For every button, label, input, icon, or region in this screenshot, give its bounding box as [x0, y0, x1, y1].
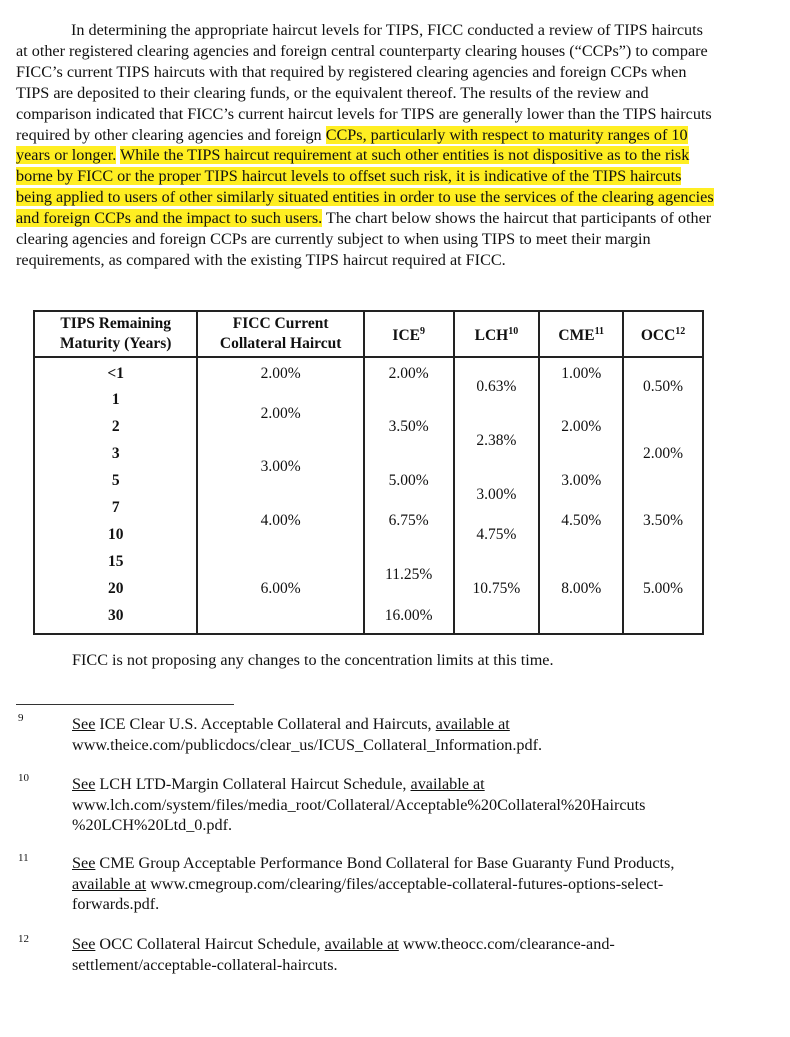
maturity-cell: 15: [107, 553, 124, 570]
body-paragraph: [16, 20, 716, 271]
maturity-cell: 30: [107, 607, 124, 624]
cme-cell: 1.00%: [561, 365, 602, 382]
footnote-number-9: 9: [18, 712, 24, 724]
lch-cell: 3.00%: [476, 486, 517, 503]
footnote-number-11: 11: [18, 852, 29, 864]
maturity-cell: 5: [111, 472, 120, 489]
see-signal: See: [72, 775, 96, 793]
header-occ: OCC$^{12}$: [623, 311, 703, 357]
footnote-ref-11: 11: [594, 325, 605, 337]
occ-column: [623, 357, 703, 634]
footnote-separator: [16, 704, 234, 705]
see-signal: See: [72, 715, 96, 733]
cme-cell: 4.50%: [561, 512, 602, 529]
maturity-column: [34, 357, 197, 634]
available-at-signal: available at: [72, 874, 147, 893]
header-cme: CME$^{11}$: [539, 311, 623, 357]
cme-cell: 3.00%: [561, 472, 602, 489]
maturity-cell: 10: [107, 526, 124, 543]
highlighted-text-2: While the TIPS haircut requirement at such other entities is not dispositive as to the risk borne by FICC or the proper TIPS haircut levels to offset such risk, it is indicative of the TIPS haircuts being applied to users of other similarly situated entities in order to use the services of the clearing agencies and foreign CCPs and the impact to such users.: [16, 146, 714, 228]
paragraph-text-1: In determining the appropriate haircut levels for TIPS, FICC conducted a review of TIPS haircuts at other registered clearing agencies and foreign central counterparty clearing houses (“CCPs”) to compare FICC’s current TIPS haircuts with that required by registered clearing agencies and foreign CCPs when TIPS are deposited to their clearing funds, or the equivalent thereof. The results of the review and comparison indicated that FICC’s current haircut levels for TIPS are generally lower than the TIPS haircuts required by other clearing agencies and foreign: [16, 21, 712, 144]
lch-cell: 10.75%: [472, 580, 521, 597]
header-maturity: TIPS Remaining Maturity (Years): [34, 311, 197, 357]
lch-cell: 0.63%: [476, 378, 517, 395]
occ-cell: 5.00%: [643, 580, 684, 597]
footnote-url: www.theocc.com/clearance-and-settlement/acceptable-collateral-haircuts.: [72, 935, 615, 974]
footnote-ref-9: 9: [419, 325, 425, 337]
footnote-ref-10: 10: [508, 325, 519, 337]
ice-cell: 6.75%: [388, 512, 429, 529]
footnote-12: See OCC Collateral Haircut Schedule, available at www.theocc.com/clearance-and-settlement/acceptable-collateral-haircuts.: [72, 935, 615, 974]
footnote-10: See LCH LTD-Margin Collateral Haircut Schedule, available at www.lch.com/system/files/media_root/Collateral/Acceptable%20Collateral%20Haircuts %20LCH%20Ltd_0.pdf.: [72, 775, 646, 834]
occ-cell: 3.50%: [643, 512, 684, 529]
ice-cell: 3.50%: [388, 418, 429, 435]
ice-cell: 16.00%: [384, 607, 433, 624]
table-header-row: [34, 311, 703, 357]
header-ficc: FICC Current Collateral Haircut: [197, 311, 363, 357]
footnote-number-10: 10: [18, 772, 29, 784]
footnote-ref-12: 12: [675, 325, 686, 337]
cme-cell: 8.00%: [561, 580, 602, 597]
occ-cell: 0.50%: [643, 378, 684, 395]
maturity-cell: <1: [107, 365, 125, 382]
occ-cell: 2.00%: [643, 445, 684, 462]
available-at-signal: available at: [324, 935, 399, 953]
cme-column: [539, 357, 623, 634]
ficc-column: [197, 357, 363, 634]
ficc-cell: 2.00%: [260, 365, 301, 382]
footnote-9: See ICE Clear U.S. Acceptable Collateral and Haircuts, available at www.theice.com/publicdocs/clear_us/ICUS_Collateral_Information.pdf.: [72, 715, 543, 754]
highlighted-text-1: CCPs, particularly with respect to maturity ranges of 10 years or longer.: [16, 125, 688, 165]
closing-sentence: FICC is not proposing any changes to the concentration limits at this time.: [72, 651, 554, 669]
footnote-url: www.lch.com/system/files/media_root/Collateral/Acceptable%20Collateral%20Haircuts %20LCH%20Ltd_0.pdf.: [72, 795, 646, 834]
maturity-cell: 2: [111, 418, 120, 435]
ice-cell: 2.00%: [388, 365, 429, 382]
lch-column: [454, 357, 540, 634]
see-signal: See: [72, 935, 96, 953]
maturity-cell: 7: [111, 499, 120, 516]
ficc-cell: 4.00%: [260, 512, 301, 529]
paragraph-text-2: The chart below shows the haircut that participants of other clearing agencies and foreign CCPs are currently subject to when using TIPS to meet their margin requirements, as compared with the existing TIPS haircut required at FICC.: [16, 209, 712, 269]
maturity-cell: 3: [111, 445, 120, 462]
ice-cell: 5.00%: [388, 472, 429, 489]
ficc-cell: 6.00%: [260, 580, 301, 597]
ficc-cell: 3.00%: [260, 458, 301, 475]
footnote-11: See CME Group Acceptable Performance Bond Collateral for Base Guaranty Fund Products, available at www.cmegroup.com/clearing/files/acceptable-collateral-futures-options-select-forwards.pdf.: [72, 854, 675, 913]
available-at-signal: available at: [410, 775, 485, 793]
lch-cell: 4.75%: [476, 526, 517, 543]
see-signal: See: [72, 854, 96, 872]
cme-cell: 2.00%: [561, 418, 602, 435]
table-body-row: [34, 357, 703, 634]
available-at-signal: available at: [435, 715, 510, 733]
footnote-url: www.theice.com/publicdocs/clear_us/ICUS_Collateral_Information.pdf.: [72, 735, 543, 754]
haircut-table: [33, 310, 704, 635]
header-lch: LCH$^{10}$: [454, 311, 540, 357]
lch-cell: 2.38%: [476, 432, 517, 449]
ice-cell: 11.25%: [385, 566, 433, 583]
maturity-cell: 1: [111, 391, 120, 408]
maturity-cell: 20: [107, 580, 124, 597]
footnote-number-12: 12: [18, 933, 29, 945]
header-ice: ICE$^9$: [364, 311, 454, 357]
footnote-url: www.cmegroup.com/clearing/files/acceptable-collateral-futures-options-select-forwards.pdf.: [72, 874, 664, 913]
ficc-cell: 2.00%: [260, 405, 301, 422]
ice-column: [364, 357, 454, 634]
